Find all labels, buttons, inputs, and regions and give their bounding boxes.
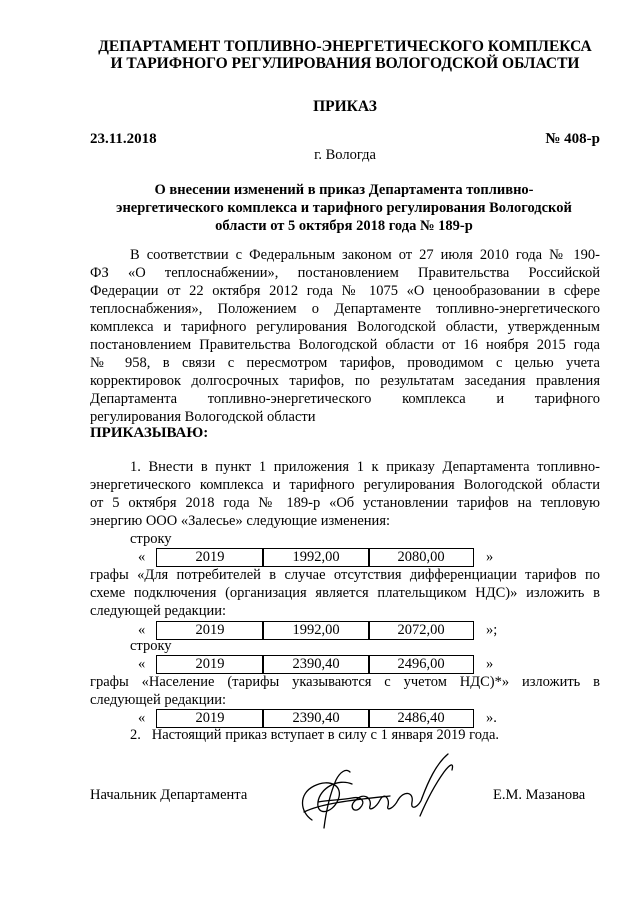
preamble-line: В соответствии с Федеральным законом от 27 июля 2010 года № 190- [130, 247, 600, 263]
order-word: ПРИКАЗЫВАЮ: [90, 425, 209, 441]
table-cell-tariff-1: 1992,00 [262, 548, 370, 567]
preamble-line: Департамента топливно-энергетического комплекса и тарифного [90, 391, 600, 407]
quote-close: » [486, 549, 494, 565]
signatory-name: Е.М. Мазанова [493, 787, 586, 803]
item1-line: от 5 октября 2018 года № 189-р «Об установлении тарифов на тепловую [90, 495, 600, 511]
department-header [90, 38, 600, 72]
paragraph-line: следующей редакции: [90, 692, 227, 708]
table-cell-year: 2019 [156, 621, 264, 640]
paragraph-line: графы «Для потребителей в случае отсутствия дифференциации тарифов по [90, 567, 600, 583]
table-cell-year: 2019 [156, 548, 264, 567]
item1-line: 1. Внести в пункт 1 приложения 1 к приказу Департамента топливно- [130, 459, 600, 475]
subject-line: О внесении изменений в приказ Департамента топливно- [154, 182, 534, 198]
table-cell-tariff-2: 2486,40 [368, 709, 474, 728]
row-label: строку [130, 531, 172, 547]
preamble-line: № 958, в связи с пересмотром тарифов, проводимом с целью учета [90, 355, 600, 371]
preamble-line: комплекса и тарифного регулирования Вологодской области, утвержденным [90, 319, 600, 335]
table-cell-tariff-2: 2072,00 [368, 621, 474, 640]
signatory-title: Начальник Департамента [90, 787, 248, 803]
preamble-line: теплоснабжения», Положением о Департаменте топливно-энергетического [90, 301, 600, 317]
department-line-1: ДЕПАРТАМЕНТ ТОПЛИВНО-ЭНЕРГЕТИЧЕСКОГО КОМПЛЕКСА [98, 38, 592, 55]
table-cell-tariff-1: 2390,40 [262, 709, 370, 728]
handwritten-signature [280, 742, 460, 838]
table-cell-year: 2019 [156, 655, 264, 674]
paragraph-line: графы «Население (тарифы указываются с учетом НДС)*» изложить в [90, 674, 600, 690]
table-cell-tariff-2: 2080,00 [368, 548, 474, 567]
document-subject [96, 182, 592, 235]
quote-close: » [486, 656, 494, 672]
paragraph-line: схеме подключения (организация является плательщиком НДС)» изложить в [90, 585, 600, 601]
quote-close: »; [486, 622, 498, 638]
document-date: 23.11.2018 [90, 131, 157, 147]
department-line-2: И ТАРИФНОГО РЕГУЛИРОВАНИЯ ВОЛОГОДСКОЙ ОБЛАСТИ [110, 55, 580, 72]
table-cell-tariff-1: 2390,40 [262, 655, 370, 674]
document-number: № 408-р [545, 131, 600, 147]
table-cell-year: 2019 [156, 709, 264, 728]
item1-line: энергию ООО «Залесье» следующие изменения: [90, 513, 391, 529]
preamble-line: ФЗ «О теплоснабжении», постановлением Правительства Российской [90, 265, 600, 281]
quote-open: « [138, 656, 146, 672]
quote-open: « [138, 549, 146, 565]
preamble-line: Федерации от 22 октября 2012 года № 1075 «О ценообразовании в сфере [90, 283, 600, 299]
item2-line: 2. Настоящий приказ вступает в силу с 1 января 2019 года. [130, 727, 500, 743]
subject-line: энергетического комплекса и тарифного регулирования Вологодской [116, 199, 572, 216]
quote-open: « [138, 710, 146, 726]
document-type: ПРИКАЗ [313, 98, 377, 115]
subject-line: области от 5 октября 2018 года № 189-р [215, 217, 473, 234]
preamble-line: регулирования Вологодской области [90, 409, 316, 425]
table-cell-tariff-1: 1992,00 [262, 621, 370, 640]
preamble-line: постановлением Правительства Вологодской области от 16 ноября 2015 года [90, 337, 600, 353]
row-label: строку [130, 638, 172, 654]
item1-line: энергетического комплекса и тарифного регулирования Вологодской области [90, 477, 600, 493]
preamble-line: корректировок долгосрочных тарифов, по результатам заседания правления [90, 373, 600, 389]
quote-close: ». [486, 710, 497, 726]
table-cell-tariff-2: 2496,00 [368, 655, 474, 674]
quote-open: « [138, 622, 146, 638]
document-city: г. Вологда [314, 147, 376, 163]
paragraph-line: следующей редакции: [90, 603, 227, 619]
